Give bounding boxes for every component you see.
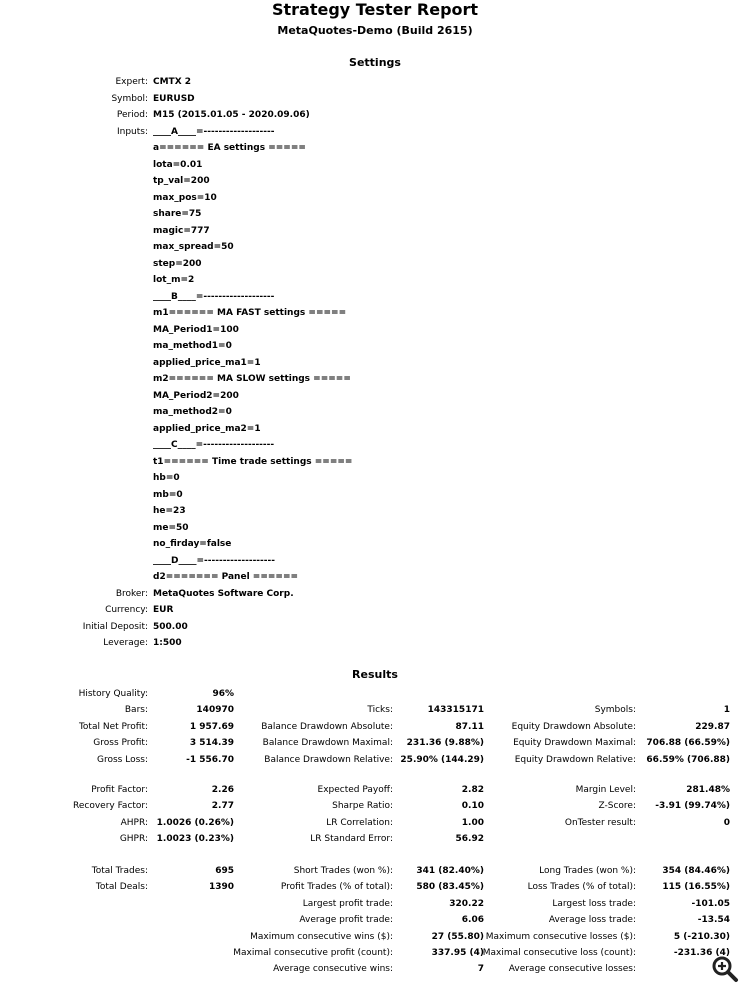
settings-label: Initial Deposit: [82, 621, 148, 632]
results-row [0, 863, 750, 879]
settings-value: no_firday=false [153, 539, 232, 549]
settings-row [0, 322, 750, 338]
result-value: 96% [212, 689, 234, 699]
results-row [0, 815, 750, 831]
settings-row [0, 124, 750, 140]
settings-row [0, 371, 750, 387]
result-label: Equity Drawdown Relative: [514, 755, 636, 765]
settings-row [0, 635, 750, 651]
settings-row [0, 157, 750, 173]
result-value: 27 (55.80) [431, 932, 484, 942]
result-value: 695 [215, 866, 234, 876]
settings-row [0, 437, 750, 453]
result-value: 2.82 [461, 785, 484, 795]
result-value: 231.36 (9.88%) [406, 738, 484, 748]
results-row [0, 719, 750, 735]
result-label: Z-Score: [598, 801, 636, 811]
result-label: Short Trades (won %): [293, 866, 393, 876]
settings-value: t1====== Time trade settings ===== [153, 456, 353, 467]
result-value: 1.0026 (0.26%) [156, 818, 234, 828]
settings-row [0, 404, 750, 420]
result-label: Total Trades: [91, 866, 148, 876]
result-label: OnTester result: [564, 818, 636, 828]
settings-value: EURUSD [153, 93, 195, 104]
results-row [0, 735, 750, 751]
settings-label: Expert: [115, 77, 148, 87]
result-value: 56.92 [455, 834, 484, 844]
result-value: 341 (82.40%) [416, 866, 484, 876]
settings-row [0, 388, 750, 404]
settings-value: tp_val=200 [153, 176, 210, 186]
result-value: -231.36 (4) [673, 948, 730, 958]
settings-row [0, 553, 750, 569]
settings-value: ____A____=------------------- [153, 126, 275, 137]
settings-row [0, 289, 750, 305]
settings-value: max_pos=10 [153, 192, 217, 203]
settings-value: MA_Period2=200 [153, 390, 239, 401]
settings-row [0, 305, 750, 321]
zoom-in-icon[interactable] [711, 955, 739, 983]
result-label: GHPR: [119, 834, 148, 844]
settings-row [0, 173, 750, 189]
settings-row [0, 272, 750, 288]
results-row [0, 702, 750, 718]
settings-label: Symbol: [111, 93, 148, 104]
settings-row [0, 602, 750, 618]
result-label: Largest profit trade: [302, 899, 393, 909]
settings-row [0, 338, 750, 354]
results-row [0, 912, 750, 928]
result-label: Total Net Profit: [78, 722, 148, 732]
results-row [0, 945, 750, 961]
settings-value: m2====== MA SLOW settings ===== [153, 374, 351, 384]
result-label: LR Standard Error: [310, 834, 393, 844]
results-row [0, 896, 750, 912]
result-value: 1.00 [461, 818, 484, 828]
settings-label: Broker: [115, 588, 148, 599]
settings-label: Inputs: [116, 126, 148, 137]
result-label: Maximal consecutive profit (count): [233, 948, 393, 958]
result-label: Average loss trade: [548, 915, 636, 925]
result-value: 115 (16.55%) [662, 882, 730, 892]
results-row [0, 686, 750, 702]
settings-value: MetaQuotes Software Corp. [153, 588, 294, 599]
result-value: 87.11 [455, 722, 484, 732]
result-label: LR Correlation: [326, 818, 393, 828]
result-value: 281.48% [686, 785, 730, 795]
report-title: Strategy Tester Report [271, 0, 479, 19]
result-label: Average consecutive losses: [508, 964, 636, 974]
settings-value: share=75 [153, 209, 202, 219]
result-label: Balance Drawdown Maximal: [262, 738, 393, 748]
result-value: 7 [477, 964, 484, 974]
settings-row [0, 454, 750, 470]
settings-value: applied_price_ma2=1 [153, 423, 261, 434]
result-value: 1 [723, 705, 730, 715]
settings-row [0, 586, 750, 602]
settings-label: Currency: [105, 605, 148, 615]
result-label: Largest loss trade: [552, 899, 636, 909]
result-label: Bars: [124, 705, 148, 715]
settings-value: lot_m=2 [153, 275, 195, 285]
results-row [0, 798, 750, 814]
result-value: 5 (-210.30) [673, 932, 730, 942]
settings-value: applied_price_ma1=1 [153, 357, 261, 368]
result-label: Maximal consecutive loss (count): [482, 948, 636, 958]
result-value: 2.77 [211, 801, 234, 811]
result-label: Loss Trades (% of total): [527, 882, 636, 892]
results-row [0, 782, 750, 798]
result-label: Recovery Factor: [72, 801, 148, 811]
results-row [0, 831, 750, 847]
settings-value: 1:500 [153, 638, 182, 648]
result-label: Symbols: [594, 705, 636, 715]
settings-value: MA_Period1=100 [153, 324, 239, 335]
settings-value: ma_method1=0 [153, 341, 232, 351]
result-value: -101.05 [691, 899, 730, 909]
result-value: 0.10 [461, 801, 484, 811]
result-value: 337.95 (4) [431, 948, 484, 958]
result-label: Sharpe Ratio: [332, 801, 393, 811]
settings-row [0, 470, 750, 486]
settings-row [0, 355, 750, 371]
settings-value: a====== EA settings ===== [153, 143, 306, 153]
settings-value: M15 (2015.01.05 - 2020.09.06) [153, 110, 310, 120]
settings-row [0, 140, 750, 156]
result-label: Balance Drawdown Relative: [264, 755, 393, 765]
result-value: 1 957.69 [189, 722, 234, 732]
settings-value: ____B____=------------------- [153, 291, 275, 302]
settings-value: max_spread=50 [153, 242, 234, 252]
result-label: Total Deals: [95, 882, 148, 892]
settings-row [0, 74, 750, 90]
settings-value: m1====== MA FAST settings ===== [153, 308, 347, 318]
result-label: Gross Loss: [97, 755, 148, 765]
settings-value: hb=0 [153, 473, 180, 483]
result-label: Equity Drawdown Maximal: [513, 738, 636, 748]
result-value: 0 [723, 818, 730, 828]
result-label: Ticks: [367, 705, 393, 715]
result-label: Maximum consecutive wins ($): [250, 932, 393, 942]
result-label: Balance Drawdown Absolute: [261, 722, 393, 732]
result-label: Long Trades (won %): [539, 866, 636, 876]
settings-row [0, 536, 750, 552]
results-row [0, 752, 750, 768]
results-row [0, 961, 750, 977]
settings-value: EUR [153, 605, 174, 615]
result-value: -3.91 (99.74%) [655, 801, 730, 811]
result-label: Average consecutive wins: [273, 964, 393, 974]
result-value: 66.59% (706.88) [646, 755, 730, 765]
result-label: History Quality: [78, 689, 148, 699]
result-value: 140970 [196, 705, 234, 715]
result-label: Expected Payoff: [317, 785, 393, 795]
settings-row [0, 91, 750, 107]
result-value: 354 (84.46%) [662, 866, 730, 876]
result-label: AHPR: [120, 818, 148, 828]
results-row [0, 929, 750, 945]
settings-row [0, 619, 750, 635]
settings-value: mb=0 [153, 489, 183, 500]
report-subtitle: MetaQuotes-Demo (Build 2615) [277, 24, 473, 37]
result-label: Average profit trade: [299, 915, 393, 925]
result-value: 1.0023 (0.23%) [156, 834, 234, 844]
settings-row [0, 569, 750, 585]
settings-heading: Settings [349, 56, 401, 69]
results-heading: Results [352, 668, 398, 681]
result-value: 25.90% (144.29) [400, 755, 484, 765]
settings-row [0, 223, 750, 239]
result-label: Equity Drawdown Absolute: [511, 722, 636, 732]
result-value: 580 (83.45%) [416, 882, 484, 892]
settings-value: me=50 [153, 522, 189, 533]
settings-value: ____C____=------------------- [153, 440, 275, 450]
settings-label: Period: [116, 110, 148, 120]
result-value: -13.54 [697, 915, 730, 925]
result-value: 6.06 [461, 915, 484, 925]
settings-row [0, 421, 750, 437]
result-label: Profit Trades (% of total): [280, 882, 393, 892]
settings-row [0, 256, 750, 272]
settings-row [0, 503, 750, 519]
settings-value: ma_method2=0 [153, 407, 232, 417]
result-value: 320.22 [449, 899, 484, 909]
settings-row [0, 107, 750, 123]
settings-label: Leverage: [103, 638, 148, 648]
result-value: -1 556.70 [186, 755, 234, 765]
result-value: 706.88 (66.59%) [646, 738, 730, 748]
settings-row [0, 239, 750, 255]
settings-row [0, 487, 750, 503]
settings-row [0, 206, 750, 222]
result-value: 2.26 [211, 785, 234, 795]
settings-value: magic=777 [153, 225, 210, 236]
result-value: 143315171 [427, 705, 484, 715]
result-label: Maximum consecutive losses ($): [485, 932, 636, 942]
result-value: 1390 [208, 882, 234, 892]
result-label: Profit Factor: [91, 785, 148, 795]
settings-value: 500.00 [153, 621, 188, 632]
result-label: Gross Profit: [93, 738, 148, 748]
settings-value: d2======= Panel ====== [153, 572, 299, 582]
settings-row [0, 190, 750, 206]
result-label: Margin Level: [575, 785, 636, 795]
settings-value: step=200 [153, 258, 202, 269]
settings-row [0, 520, 750, 536]
settings-value: lota=0.01 [153, 159, 203, 170]
result-value: 229.87 [695, 722, 730, 732]
results-row [0, 879, 750, 895]
settings-value: CMTX 2 [153, 77, 192, 87]
settings-value: he=23 [153, 506, 186, 516]
settings-value: ____D____=------------------- [153, 555, 275, 566]
result-value: 3 514.39 [189, 738, 234, 748]
